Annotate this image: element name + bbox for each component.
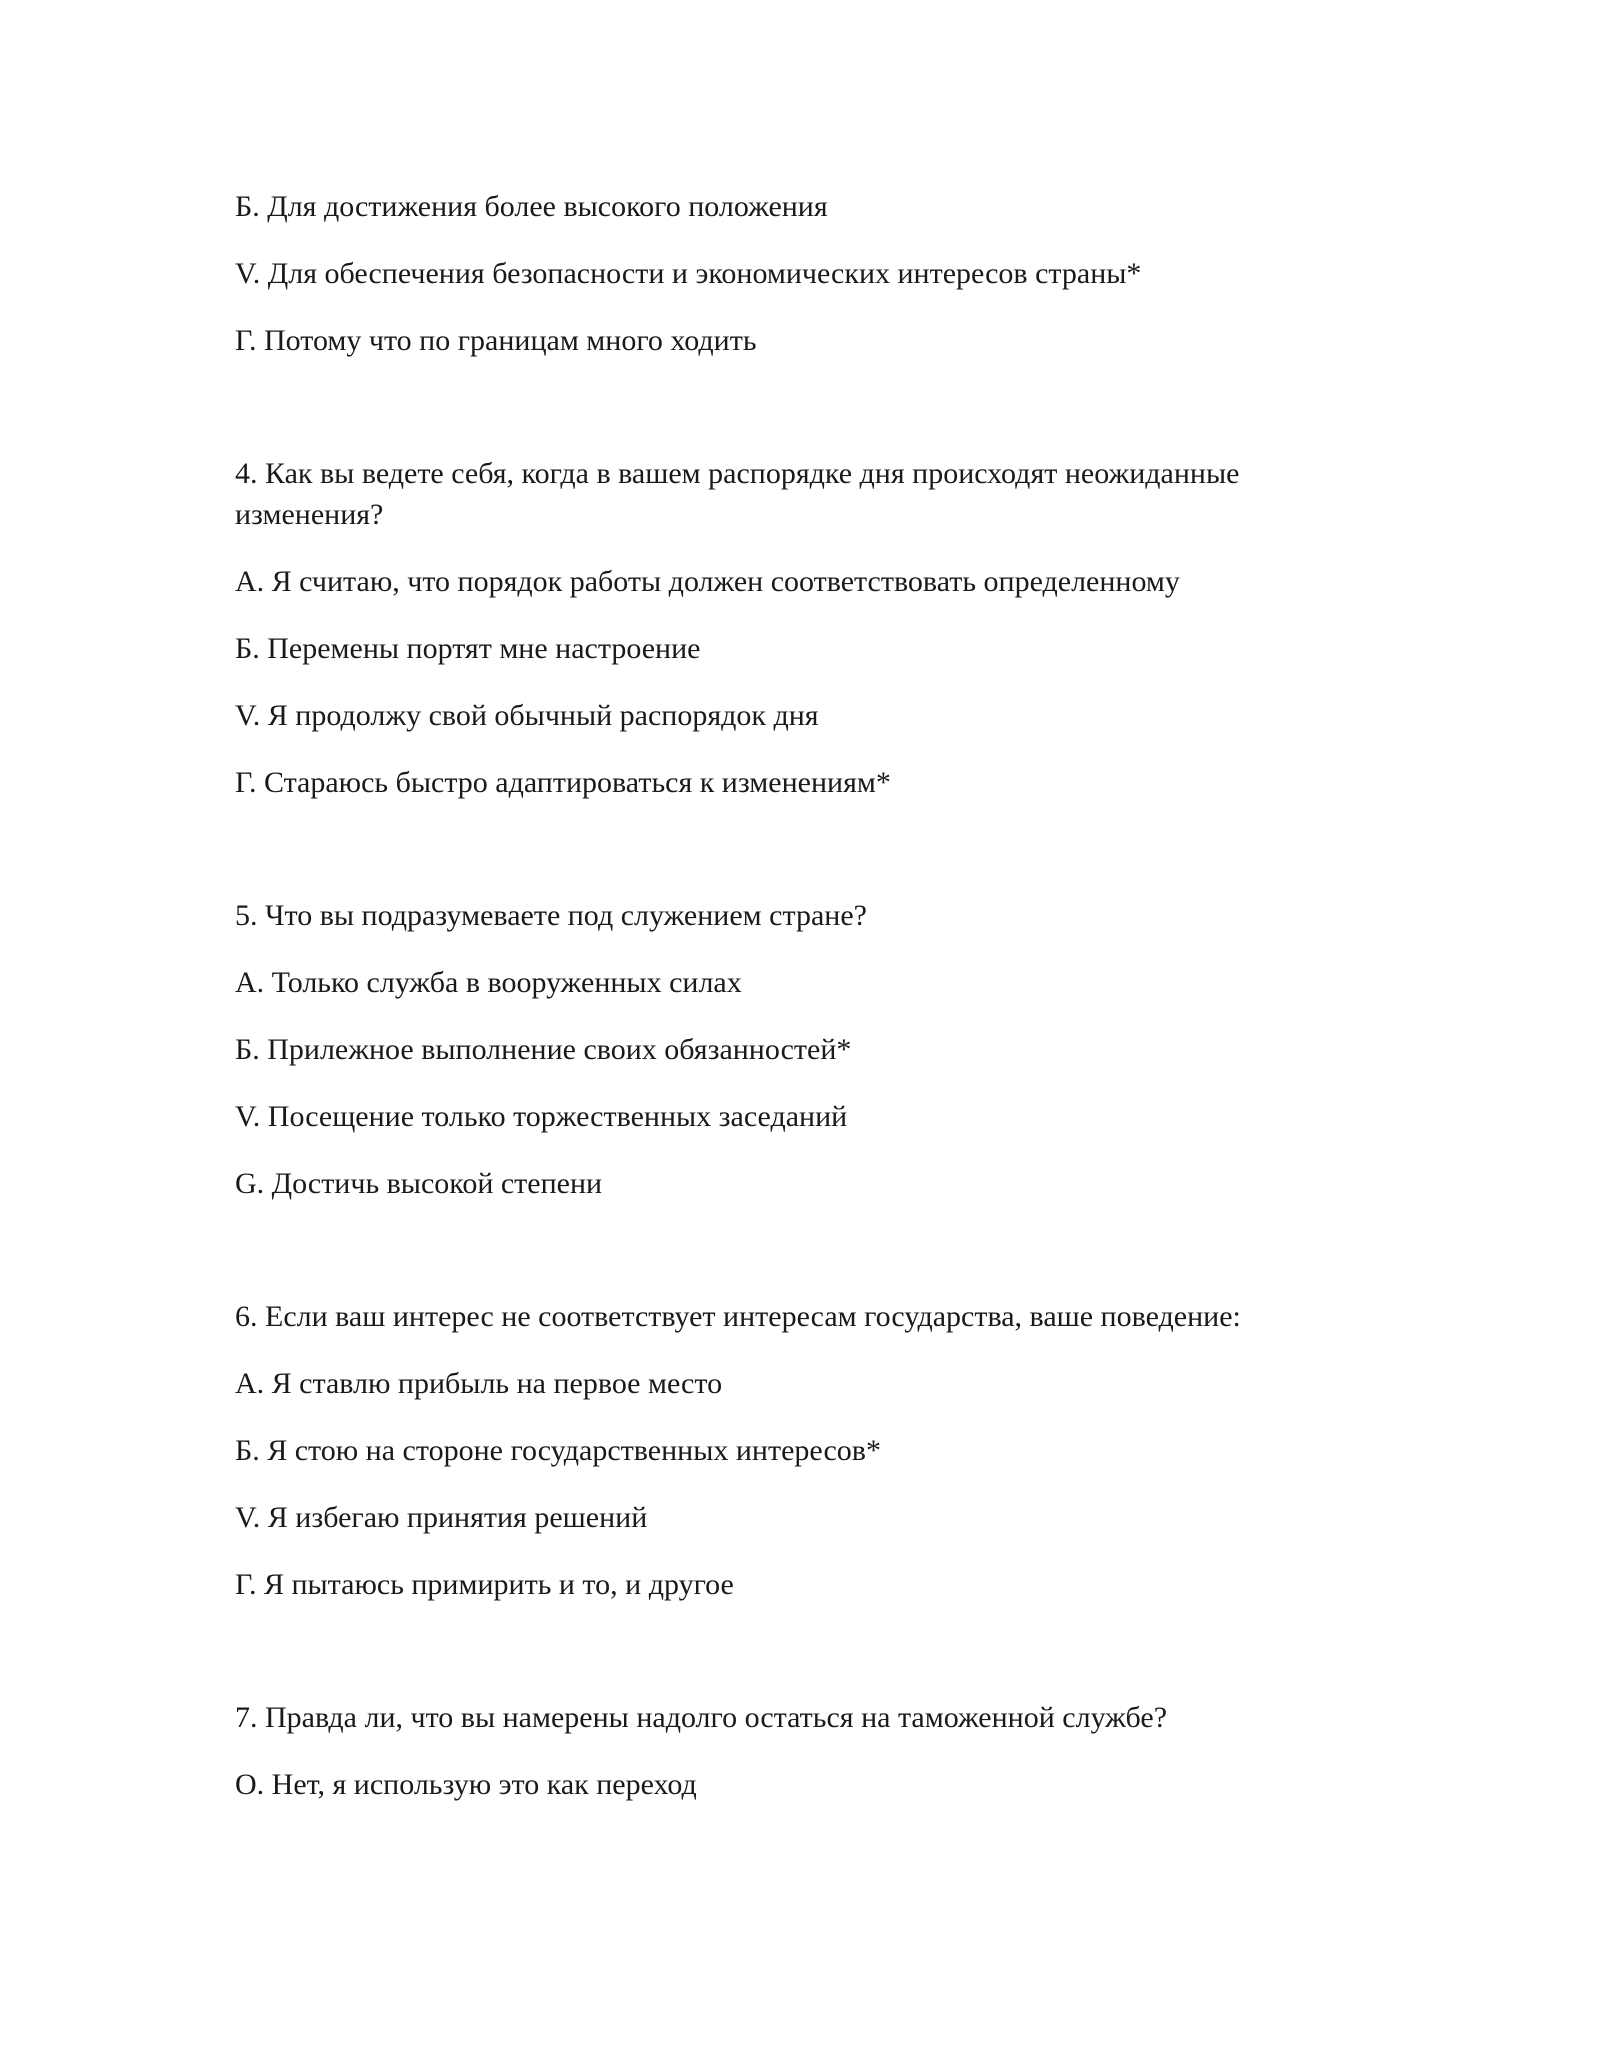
- question-4: [235, 453, 1365, 803]
- questionnaire-body: [235, 186, 1365, 1831]
- spacer: [235, 1230, 1365, 1296]
- question-3-options-continued: [235, 186, 1365, 361]
- answer-option: Б. Перемены портят мне настроение: [235, 632, 701, 665]
- spacer: [235, 829, 1365, 895]
- answer-option: А. Я считаю, что порядок работы должен соответствовать определенному: [235, 565, 1180, 598]
- answer-option: V. Посещение только торжественных заседаний: [235, 1100, 848, 1133]
- question-text: 5. Что вы подразумеваете под служением стране?: [235, 899, 867, 932]
- question-text: 7. Правда ли, что вы намерены надолго остаться на таможенной службе?: [235, 1701, 1168, 1734]
- question-text: 6. Если ваш интерес не соответствует интересам государства, ваше поведение:: [235, 1300, 1241, 1333]
- answer-option: О. Нет, я использую это как переход: [235, 1768, 697, 1801]
- spacer: [235, 387, 1365, 453]
- question-5: [235, 895, 1365, 1204]
- answer-option: V. Для обеспечения безопасности и экономических интересов страны*: [235, 257, 1142, 290]
- answer-option: А. Я ставлю прибыль на первое место: [235, 1367, 723, 1400]
- answer-option: V. Я избегаю принятия решений: [235, 1501, 648, 1534]
- answer-option: Б. Для достижения более высокого положения: [235, 190, 828, 223]
- spacer: [235, 1631, 1365, 1697]
- question-7: [235, 1697, 1365, 1805]
- answer-option: А. Только служба в вооруженных силах: [235, 966, 742, 999]
- answer-option: Б. Я стою на стороне государственных интересов*: [235, 1434, 881, 1467]
- question-text: 4. Как вы ведете себя, когда в вашем распорядке дня происходят неожиданные изменения?: [235, 457, 1240, 531]
- answer-option: Г. Стараюсь быстро адаптироваться к изменениям*: [235, 766, 891, 799]
- answer-option: Б. Прилежное выполнение своих обязанностей*: [235, 1033, 852, 1066]
- answer-option: Г. Потому что по границам много ходить: [235, 324, 757, 357]
- question-6: [235, 1296, 1365, 1605]
- answer-option: Г. Я пытаюсь примирить и то, и другое: [235, 1568, 734, 1601]
- answer-option: V. Я продолжу свой обычный распорядок дня: [235, 699, 819, 732]
- answer-option: G. Достичь высокой степени: [235, 1167, 603, 1200]
